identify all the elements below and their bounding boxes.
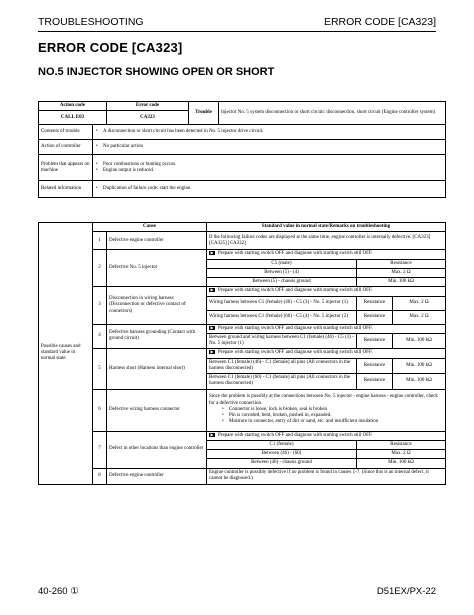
error-code-value: CA323 bbox=[107, 111, 189, 125]
page-header bbox=[38, 14, 436, 30]
row-label: Problem that appears on machine bbox=[39, 155, 93, 181]
measure-label: Resistance bbox=[357, 296, 393, 310]
measure-value: Max. 2 Ω bbox=[357, 450, 446, 459]
cause-number: 8 bbox=[93, 468, 107, 484]
measure-label: Resistance bbox=[357, 374, 393, 390]
cause-name: Defective engine controller bbox=[107, 232, 207, 250]
measure-label: Resistance bbox=[357, 358, 393, 374]
sub-header: Resistance bbox=[357, 440, 446, 449]
measure-value: Min. 100 kΩ bbox=[357, 278, 446, 287]
model-code: D51EX/PX-22 bbox=[376, 586, 436, 597]
header-rule bbox=[38, 31, 436, 32]
cause-name: Defective harness grounding (Contact with ground circuit) bbox=[107, 324, 207, 349]
measure-point: Between C1 (female) (46) - C1 (female) all pins (All connectors in the harness disconnected) bbox=[207, 358, 357, 374]
sub-header: Resistance bbox=[357, 259, 446, 268]
cause-name: Defective wiring harness connector bbox=[107, 389, 207, 431]
cause-name: Disconnection in wiring harness (Disconnection or defective contact of connectors) bbox=[107, 287, 207, 324]
cause-name: Defective engine controller bbox=[107, 468, 207, 484]
cause-number: 6 bbox=[93, 389, 107, 431]
cause-number: 7 bbox=[93, 431, 107, 468]
page-subtitle: NO.5 INJECTOR SHOWING OPEN OR SHORT bbox=[38, 66, 275, 78]
header-code: ERROR CODE [CA323] bbox=[323, 16, 436, 28]
prepare-text: Prepare with starting switch OFF and diagnose with starting switch still OFF. bbox=[218, 350, 373, 356]
error-code-header: Error code bbox=[107, 102, 189, 111]
cause-number: 3 bbox=[93, 287, 107, 324]
prepare-text: Prepare with starting switch OFF and diagnose with starting switch still OFF. bbox=[218, 288, 373, 294]
cause-remark: If the following failure codes are displayed at the same time, engine controller is internally defective. [CA323] [CA325] [CA332] bbox=[207, 232, 446, 250]
prepare-text: Prepare with starting switch OFF and diagnose with starting switch still OFF. bbox=[218, 432, 373, 438]
measure-value: Min. 100 kΩ bbox=[393, 333, 446, 349]
cause-number: 5 bbox=[93, 349, 107, 389]
cause-remark: Engine controller is possibly defective if no problem is found in causes 1-7. (Since this is an internal defect, it cannot be diagnosed.) bbox=[207, 468, 446, 484]
prepare-icon: ▶ bbox=[210, 349, 214, 355]
measure-value: Min. 100 kΩ bbox=[357, 459, 446, 468]
row-label: Contents of trouble bbox=[39, 125, 93, 140]
prepare-icon: ▶ bbox=[210, 287, 214, 293]
measure-point: Between (46) - (60) bbox=[207, 450, 357, 459]
cause-name: Harness short (Harness internal short) bbox=[107, 349, 207, 389]
measure-point: Between C1 (female) (60) - C1 (female) all pins (All connectors in the harness disconnected) bbox=[207, 374, 357, 390]
sub-header: C1 (female) bbox=[207, 440, 357, 449]
trouble-label: Trouble bbox=[189, 102, 219, 125]
cause-header: Cause bbox=[93, 223, 207, 232]
action-code-value: CALL E03 bbox=[39, 111, 107, 125]
header-section: TROUBLESHOOTING bbox=[38, 16, 144, 28]
measure-value: Min. 100 kΩ bbox=[393, 358, 446, 374]
check-item: • Moisture in connector, entry of dirt or sand, etc. and insufficient insulation bbox=[221, 419, 443, 425]
prepare-icon: ▶ bbox=[210, 431, 214, 437]
page-number: 40-260 ① bbox=[38, 586, 79, 597]
row-label: Action of controller bbox=[39, 140, 93, 155]
page-title: ERROR CODE [CA323] bbox=[38, 40, 183, 55]
prepare-text: Prepare with starting switch OFF and diagnose with starting switch still OFF. bbox=[218, 251, 373, 257]
measure-value: Max. 2 Ω bbox=[393, 296, 446, 310]
measure-point: Between (5) - chassis ground bbox=[207, 278, 357, 287]
measure-point: Between ground and wiring harness between C1 (female) (46) - C5 (3) - No. 5 injector (1) bbox=[207, 333, 357, 349]
row-text: • No particular action bbox=[95, 144, 443, 150]
row-label: Related information bbox=[39, 181, 93, 198]
check-item: • Pin is corroded, bent, broken, pushed in, expanded. bbox=[221, 413, 443, 419]
measure-point: Wiring harness between C1 (female) (60) - C5 (4) - No. 5 injector (2) bbox=[207, 310, 357, 324]
sub-header: C5 (male) bbox=[207, 259, 357, 268]
row-item: • Engine output is reduced. bbox=[95, 168, 443, 174]
measure-value: Min. 100 kΩ bbox=[393, 374, 446, 390]
cause-name: Defective No. 5 injector bbox=[107, 250, 207, 287]
prepare-icon: ▶ bbox=[210, 250, 214, 256]
row-text: • Duplication of failure code: start the engine. bbox=[95, 186, 443, 192]
trouble-text: Injector No. 5 system disconnection or short circuit: disconnection, short circuit (Engine controller system) bbox=[219, 102, 446, 125]
measure-point: Between (46) - chassis ground bbox=[207, 459, 357, 468]
measure-point: Wiring harness between C1 (female) (46) - C5 (3) - No. 5 injector (1) bbox=[207, 296, 357, 310]
measure-label: Resistance bbox=[357, 333, 393, 349]
cause-remark: Since the problem is possibly at the connections between No. 5 injector - engine harness - engine controller, check for a defective connection. bbox=[209, 394, 438, 406]
causes-side-label: Possible causes and standard value in normal state bbox=[39, 223, 93, 485]
row-text: • A disconnection or short circuit has been detected in No. 5 injector drive circuit. bbox=[95, 129, 443, 135]
action-code-header: Action code bbox=[39, 102, 107, 111]
standard-header: Standard value in normal state/Remarks on troubleshooting bbox=[207, 223, 446, 232]
causes-table bbox=[38, 222, 446, 485]
info-table bbox=[38, 101, 446, 198]
cause-number: 1 bbox=[93, 232, 107, 250]
measure-label: Resistance bbox=[357, 310, 393, 324]
prepare-icon: ▶ bbox=[210, 324, 214, 330]
measure-point: Between (5) - (4) bbox=[207, 268, 357, 277]
cause-number: 4 bbox=[93, 324, 107, 349]
measure-value: Max. 2 Ω bbox=[393, 310, 446, 324]
prepare-text: Prepare with starting switch OFF and diagnose with starting switch still OFF. bbox=[218, 325, 373, 331]
cause-number: 2 bbox=[93, 250, 107, 287]
check-item: • Connector is loose, lock is broken, seal is broken bbox=[221, 407, 443, 413]
measure-value: Max. 2 Ω bbox=[357, 268, 446, 277]
row-item: • Poor combustions or hunting occurs. bbox=[95, 162, 443, 168]
cause-name: Defect in other locations than engine controller bbox=[107, 431, 207, 468]
